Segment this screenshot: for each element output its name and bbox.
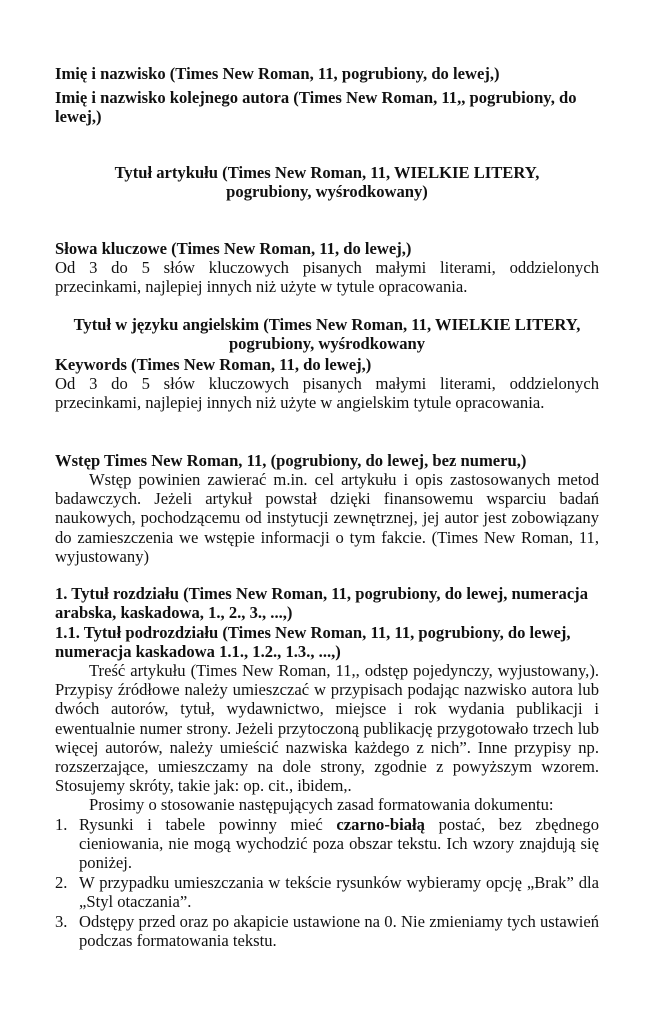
list-item [55, 912, 599, 950]
english-title: Tytuł w języku angielskim (Times New Roman, 11, WIELKIE LITERY, pogrubiony, wyśrodkowany [73, 315, 581, 354]
author-line: Imię i nazwisko (Times New Roman, 11, pogrubiony, do lewej,) [55, 64, 500, 83]
chapter-heading: 1. Tytuł rozdziału (Times New Roman, 11, pogrubiony, do lewej, numeracja arabska, kaskadowa, 1., 2., 3., ...,) [55, 584, 589, 623]
keywords-en-text: Od 3 do 5 słów kluczowych pisanych małymi literami, oddzielonych przecinkami, najlepiej innych niż użyte w angielskim tytule opracowania. [55, 374, 599, 413]
list-number: 1. [55, 815, 68, 834]
bold-phrase: czarno-białą [336, 815, 425, 834]
list-text: Odstępy przed oraz po akapicie ustawione na 0. Nie zmieniamy tych ustawień podczas formatowania tekstu. [79, 912, 599, 951]
list-number: 3. [55, 912, 68, 931]
keywords-text: Od 3 do 5 słów kluczowych pisanych małymi literami, oddzielonych przecinkami, najlepiej innych niż użyte w tytule opracowania. [55, 258, 599, 297]
list-item [55, 873, 599, 911]
article-title: Tytuł artykułu (Times New Roman, 11, WIELKIE LITERY, pogrubiony, wyśrodkowany) [114, 163, 540, 202]
coauthor-line: Imię i nazwisko kolejnego autora (Times New Roman, 11,, pogrubiony, do lewej,) [55, 88, 577, 127]
intro-text: Wstęp powinien zawierać m.in. cel artykułu i opis zastosowanych metod badawczych. Jeżeli artykuł powstał dzięki finansowemu wsparciu badań naukowych, pochodzącemu od instytucji zewnętrznej, jej autor jest zobowiązany do zamieszczenia we wstępie informacji o tym fakcie. (Times New Roman, 11, wyjustowany) [55, 470, 599, 566]
list-item [55, 815, 599, 873]
list-text: Rysunki i tabele powinny mieć czarno-białą postać, bez zbędnego cieniowania, nie mogą wychodzić poza obszar tekstu. Ich wzory znajdują się poniżej. [79, 815, 599, 873]
list-number: 2. [55, 873, 68, 892]
intro-heading: Wstęp Times New Roman, 11, (pogrubiony, do lewej, bez numeru,) [55, 451, 527, 470]
body-text: Treść artykułu (Times New Roman, 11,, odstęp pojedynczy, wyjustowany,). Przypisy źródłowe należy umieszczać w przypisach podając nazwisko autora lub dwóch autorów, tytuł, wydawnictwo, miejsce i rok wydania publikacji i ewentualnie numer strony. Jeżeli przytoczoną publikację przygotowało trzech lub więcej autorów, należy umieścić nazwiska każdego z nich”. Inne przypisy np. rozszerzające, umieszczamy na dole strony, zgodnie z powyższym wzorem. Stosujemy skróty, takie jak: op. cit., ibidem,. [55, 661, 599, 796]
keywords-heading: Słowa kluczowe (Times New Roman, 11, do lewej,) [55, 239, 412, 258]
keywords-en-heading: Keywords (Times New Roman, 11, do lewej,) [55, 355, 372, 374]
subchapter-heading: 1.1. Tytuł podrozdziału (Times New Roman, 11, 11, pogrubiony, do lewej, numeracja kaskadowa 1.1., 1.2., 1.3., ...,) [55, 623, 571, 662]
list-text: W przypadku umieszczania w tekście rysunków wybieramy opcję „Brak” dla „Styl otaczania”. [79, 873, 599, 912]
rules-intro: Prosimy o stosowanie następujących zasad formatowania dokumentu: [89, 795, 554, 814]
